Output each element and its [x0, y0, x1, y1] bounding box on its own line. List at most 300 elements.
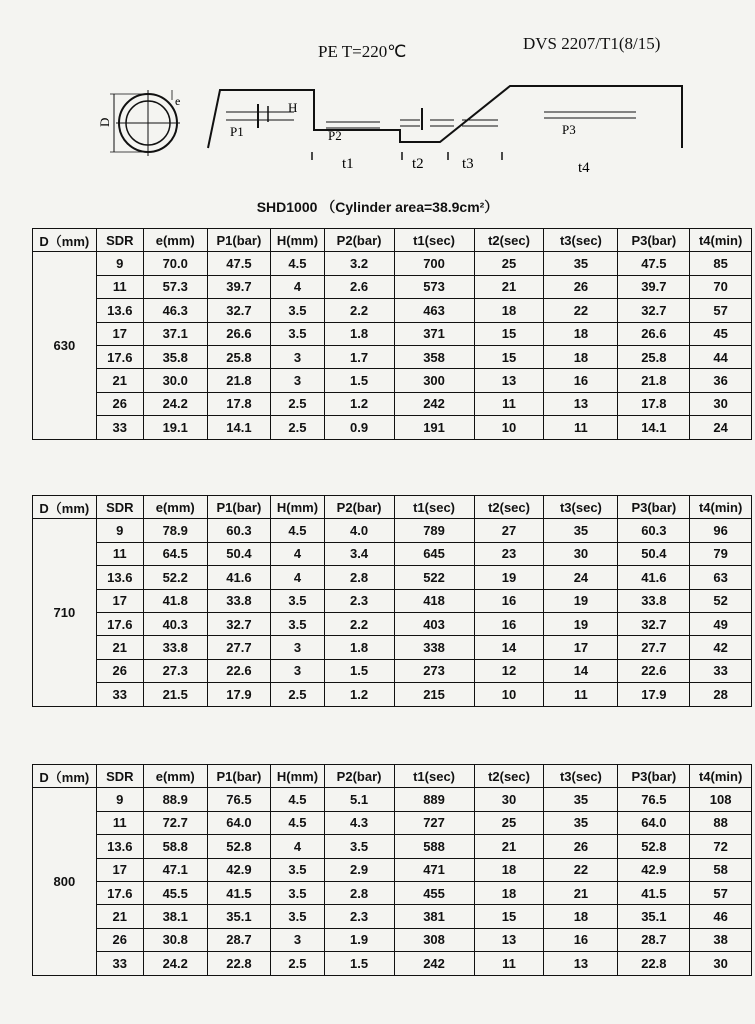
column-header: D（mm) [33, 229, 97, 252]
table-cell: 70.0 [143, 252, 207, 275]
table-cell: 21.8 [618, 369, 690, 392]
table-cell: 52.8 [618, 835, 690, 858]
table-cell: 9 [96, 519, 143, 542]
table-row [33, 519, 752, 542]
column-header: t1(sec) [394, 765, 474, 788]
table-cell: 26 [544, 835, 618, 858]
table-cell: 14 [474, 636, 544, 659]
table-cell: 52.2 [143, 566, 207, 589]
table-cell: 57.3 [143, 275, 207, 298]
table-cell: 19 [544, 612, 618, 635]
table-cell: 4.5 [271, 788, 324, 811]
table-cell: 22 [544, 299, 618, 322]
table-cell: 2.5 [271, 952, 324, 975]
table-cell: 3.2 [324, 252, 394, 275]
column-header: e(mm) [143, 765, 207, 788]
table-cell: 17.9 [618, 683, 690, 706]
table-cell: 0.9 [324, 416, 394, 439]
table-cell: 273 [394, 659, 474, 682]
table-cell: 58.8 [143, 835, 207, 858]
table-cell: 4.5 [271, 519, 324, 542]
table-cell: 39.7 [618, 275, 690, 298]
column-header: t3(sec) [544, 229, 618, 252]
table-row [33, 835, 752, 858]
table-cell: 18 [474, 881, 544, 904]
pipe-cross-section-icon [110, 90, 180, 156]
table-cell: 13.6 [96, 566, 143, 589]
table-cell: 11 [544, 683, 618, 706]
table-cell: 2.6 [324, 275, 394, 298]
table-cell: 3.5 [271, 905, 324, 928]
table-cell: 242 [394, 392, 474, 415]
table-cell: 2.2 [324, 299, 394, 322]
welding-cycle-diagram [90, 60, 700, 180]
table-row [33, 299, 752, 322]
table-cell: 13 [544, 952, 618, 975]
column-header: P2(bar) [324, 229, 394, 252]
column-header: t4(min) [690, 229, 752, 252]
table-row [33, 636, 752, 659]
table-cell: 2.3 [324, 589, 394, 612]
table-cell: 17.6 [96, 612, 143, 635]
table-cell: 19.1 [143, 416, 207, 439]
table-row [33, 858, 752, 881]
column-header: e(mm) [143, 229, 207, 252]
table-cell: 24.2 [143, 392, 207, 415]
table-row [33, 683, 752, 706]
table-cell: 27 [474, 519, 544, 542]
table-cell: 21.5 [143, 683, 207, 706]
table-cell: 25 [474, 252, 544, 275]
table-cell: 3.5 [271, 612, 324, 635]
table-cell: 3.5 [271, 881, 324, 904]
table-cell: 215 [394, 683, 474, 706]
table-cell: 17.6 [96, 881, 143, 904]
table-cell: 15 [474, 322, 544, 345]
table-cell: 471 [394, 858, 474, 881]
table-cell: 191 [394, 416, 474, 439]
table-cell: 18 [544, 345, 618, 368]
table-cell: 2.8 [324, 881, 394, 904]
table-cell: 76.5 [618, 788, 690, 811]
table-cell: 45 [690, 322, 752, 345]
table-row [33, 252, 752, 275]
table-cell: 26.6 [207, 322, 271, 345]
table-row [33, 345, 752, 368]
column-header: SDR [96, 496, 143, 519]
table-cell: 41.5 [207, 881, 271, 904]
table-cell: 17 [544, 636, 618, 659]
table-cell: 13 [474, 369, 544, 392]
table-cell: 30 [474, 788, 544, 811]
column-header: H(mm) [271, 765, 324, 788]
table-cell: 4.5 [271, 252, 324, 275]
table-cell: 1.8 [324, 322, 394, 345]
table-cell: 26 [96, 659, 143, 682]
table-row [33, 275, 752, 298]
table-cell: 308 [394, 928, 474, 951]
table-cell: 28.7 [207, 928, 271, 951]
table-cell: 18 [474, 299, 544, 322]
table-cell: 11 [474, 952, 544, 975]
column-header: t3(sec) [544, 765, 618, 788]
table-cell: 57 [690, 881, 752, 904]
table-cell: 11 [96, 275, 143, 298]
table-cell: 44 [690, 345, 752, 368]
table-cell: 588 [394, 835, 474, 858]
table-row [33, 928, 752, 951]
table-cell: 1.5 [324, 659, 394, 682]
table-cell: 17.8 [618, 392, 690, 415]
table-cell: 3 [271, 659, 324, 682]
table-cell: 47.1 [143, 858, 207, 881]
t2-symbol: t2 [412, 156, 424, 172]
table-cell: 1.5 [324, 952, 394, 975]
table-cell: 381 [394, 905, 474, 928]
table-cell: 4 [271, 542, 324, 565]
column-header: t2(sec) [474, 229, 544, 252]
column-header: P3(bar) [618, 496, 690, 519]
header-row [33, 229, 752, 252]
spec-table-d710 [32, 495, 752, 707]
table-row [33, 416, 752, 439]
wall-thickness-symbol: e [175, 94, 181, 108]
table-cell: 50.4 [207, 542, 271, 565]
table-cell: 35 [544, 811, 618, 834]
table-cell: 35 [544, 252, 618, 275]
table-cell: 24 [690, 416, 752, 439]
table-cell: 72.7 [143, 811, 207, 834]
table-row [33, 881, 752, 904]
table-cell: 2.8 [324, 566, 394, 589]
column-header: P2(bar) [324, 765, 394, 788]
table-row [33, 542, 752, 565]
table-cell: 3.5 [271, 299, 324, 322]
table-cell: 21 [544, 881, 618, 904]
table-cell: 64.0 [618, 811, 690, 834]
table-cell: 32.7 [207, 612, 271, 635]
table-cell: 3 [271, 636, 324, 659]
table-cell: 17.8 [207, 392, 271, 415]
table-cell: 10 [474, 683, 544, 706]
table-cell: 33 [96, 683, 143, 706]
diameter-symbol: D [97, 117, 112, 127]
table-cell: 58 [690, 858, 752, 881]
table-cell: 14.1 [207, 416, 271, 439]
table-cell: 21.8 [207, 369, 271, 392]
table-cell: 19 [544, 589, 618, 612]
table-cell: 49 [690, 612, 752, 635]
table-cell: 15 [474, 905, 544, 928]
p1-symbol: P1 [230, 124, 244, 139]
table-row [33, 612, 752, 635]
table-cell: 52 [690, 589, 752, 612]
table-cell: 70 [690, 275, 752, 298]
table-cell: 79 [690, 542, 752, 565]
material-temperature-label: PE T=220℃ [318, 42, 407, 61]
table-cell: 1.8 [324, 636, 394, 659]
table-cell: 41.8 [143, 589, 207, 612]
table-cell: 15 [474, 345, 544, 368]
table-cell: 17 [96, 589, 143, 612]
table-cell: 37.1 [143, 322, 207, 345]
table-cell: 17.6 [96, 345, 143, 368]
table-cell: 25 [474, 811, 544, 834]
table-cell: 27.7 [207, 636, 271, 659]
table-cell: 78.9 [143, 519, 207, 542]
table-cell: 35.1 [618, 905, 690, 928]
column-header: t2(sec) [474, 496, 544, 519]
table-cell: 3 [271, 345, 324, 368]
table-cell: 418 [394, 589, 474, 612]
table-cell: 36 [690, 369, 752, 392]
table-cell: 41.5 [618, 881, 690, 904]
table-cell: 9 [96, 252, 143, 275]
column-header: P1(bar) [207, 496, 271, 519]
table-cell: 52.8 [207, 835, 271, 858]
standard-reference-label: DVS 2207/T1(8/15) [523, 34, 661, 53]
t1-symbol: t1 [342, 156, 354, 172]
table-cell: 18 [544, 905, 618, 928]
table-cell: 17 [96, 858, 143, 881]
table-cell: 16 [544, 928, 618, 951]
table-cell: 463 [394, 299, 474, 322]
table-cell: 2.9 [324, 858, 394, 881]
table-row [33, 788, 752, 811]
table-cell: 22.8 [207, 952, 271, 975]
table-row [33, 811, 752, 834]
table-cell: 17 [96, 322, 143, 345]
column-header: P1(bar) [207, 229, 271, 252]
column-header: t4(min) [690, 765, 752, 788]
column-header: SDR [96, 229, 143, 252]
column-header: H(mm) [271, 229, 324, 252]
t4-symbol: t4 [578, 160, 590, 176]
header-row [33, 496, 752, 519]
table-cell: 1.9 [324, 928, 394, 951]
table-cell: 11 [96, 542, 143, 565]
table-cell: 60.3 [618, 519, 690, 542]
table-cell: 4 [271, 566, 324, 589]
h-symbol: H [288, 100, 298, 115]
table-cell: 30 [690, 392, 752, 415]
table-cell: 300 [394, 369, 474, 392]
table-cell: 22.6 [618, 659, 690, 682]
table-cell: 22.8 [618, 952, 690, 975]
table-cell: 22 [544, 858, 618, 881]
table-cell: 25.8 [207, 345, 271, 368]
diameter-cell: 710 [33, 519, 97, 706]
table-cell: 33 [96, 416, 143, 439]
table-cell: 1.5 [324, 369, 394, 392]
column-header: t1(sec) [394, 229, 474, 252]
table-cell: 30 [544, 542, 618, 565]
table-cell: 30.0 [143, 369, 207, 392]
table-cell: 3 [271, 928, 324, 951]
table-cell: 76.5 [207, 788, 271, 811]
table-cell: 727 [394, 811, 474, 834]
table-cell: 17.9 [207, 683, 271, 706]
table-cell: 338 [394, 636, 474, 659]
table-cell: 2.2 [324, 612, 394, 635]
table-cell: 32.7 [618, 299, 690, 322]
column-header: t3(sec) [544, 496, 618, 519]
table-cell: 41.6 [207, 566, 271, 589]
table-cell: 13.6 [96, 299, 143, 322]
table-cell: 96 [690, 519, 752, 542]
table-cell: 21 [474, 275, 544, 298]
table-cell: 88 [690, 811, 752, 834]
table-cell: 889 [394, 788, 474, 811]
table-cell: 21 [96, 905, 143, 928]
column-header: D（mm) [33, 765, 97, 788]
table-cell: 40.3 [143, 612, 207, 635]
pressure-time-profile [208, 86, 682, 160]
table-cell: 2.5 [271, 392, 324, 415]
table-row [33, 589, 752, 612]
table-cell: 21 [474, 835, 544, 858]
table-cell: 38.1 [143, 905, 207, 928]
table-cell: 42.9 [207, 858, 271, 881]
p3-symbol: P3 [562, 122, 576, 137]
table-cell: 22.6 [207, 659, 271, 682]
table-cell: 33.8 [207, 589, 271, 612]
column-header: t2(sec) [474, 765, 544, 788]
table-cell: 33.8 [618, 589, 690, 612]
table-row [33, 369, 752, 392]
diameter-cell: 800 [33, 788, 97, 975]
table-cell: 1.2 [324, 683, 394, 706]
table-cell: 4 [271, 275, 324, 298]
table-cell: 3.4 [324, 542, 394, 565]
table-cell: 72 [690, 835, 752, 858]
table-cell: 26 [544, 275, 618, 298]
table-cell: 12 [474, 659, 544, 682]
table-cell: 50.4 [618, 542, 690, 565]
table-cell: 42.9 [618, 858, 690, 881]
table-row [33, 322, 752, 345]
table-cell: 700 [394, 252, 474, 275]
table-cell: 16 [544, 369, 618, 392]
table-cell: 789 [394, 519, 474, 542]
table-cell: 4.3 [324, 811, 394, 834]
table-cell: 242 [394, 952, 474, 975]
table-cell: 41.6 [618, 566, 690, 589]
table-cell: 455 [394, 881, 474, 904]
diameter-cell: 630 [33, 252, 97, 439]
table-cell: 1.2 [324, 392, 394, 415]
column-header: e(mm) [143, 496, 207, 519]
column-header: D（mm) [33, 496, 97, 519]
table-cell: 42 [690, 636, 752, 659]
table-row [33, 952, 752, 975]
table-cell: 3.5 [271, 322, 324, 345]
table-cell: 85 [690, 252, 752, 275]
table-cell: 21 [96, 369, 143, 392]
table-cell: 3.5 [324, 835, 394, 858]
table-cell: 2.3 [324, 905, 394, 928]
table-cell: 2.5 [271, 683, 324, 706]
table-cell: 46.3 [143, 299, 207, 322]
table-cell: 32.7 [618, 612, 690, 635]
table-cell: 47.5 [618, 252, 690, 275]
table-cell: 10 [474, 416, 544, 439]
table-cell: 3.5 [271, 858, 324, 881]
table-cell: 35.1 [207, 905, 271, 928]
table-cell: 21 [96, 636, 143, 659]
table-cell: 13 [544, 392, 618, 415]
table-cell: 33.8 [143, 636, 207, 659]
table-cell: 403 [394, 612, 474, 635]
table-cell: 33 [96, 952, 143, 975]
table-cell: 45.5 [143, 881, 207, 904]
column-header: H(mm) [271, 496, 324, 519]
column-header: SDR [96, 765, 143, 788]
table-cell: 30 [690, 952, 752, 975]
table-cell: 19 [474, 566, 544, 589]
column-header: P1(bar) [207, 765, 271, 788]
machine-subtitle: SHD1000 （Cylinder area=38.9cm²） [256, 199, 499, 215]
table-cell: 88.9 [143, 788, 207, 811]
table-cell: 27.3 [143, 659, 207, 682]
table-cell: 3.5 [271, 589, 324, 612]
table-row [33, 659, 752, 682]
table-cell: 30.8 [143, 928, 207, 951]
table-row [33, 905, 752, 928]
table-cell: 26 [96, 928, 143, 951]
table-cell: 64.0 [207, 811, 271, 834]
table-cell: 24.2 [143, 952, 207, 975]
table-cell: 11 [544, 416, 618, 439]
table-cell: 5.1 [324, 788, 394, 811]
table-cell: 60.3 [207, 519, 271, 542]
spec-table-d630 [32, 228, 752, 440]
table-cell: 3 [271, 369, 324, 392]
table-cell: 63 [690, 566, 752, 589]
table-cell: 13 [474, 928, 544, 951]
column-header: t4(min) [690, 496, 752, 519]
table-cell: 25.8 [618, 345, 690, 368]
table-cell: 4.0 [324, 519, 394, 542]
column-header: P3(bar) [618, 765, 690, 788]
table-cell: 4.5 [271, 811, 324, 834]
table-cell: 33 [690, 659, 752, 682]
column-header: P3(bar) [618, 229, 690, 252]
table-cell: 1.7 [324, 345, 394, 368]
table-cell: 57 [690, 299, 752, 322]
table-cell: 28 [690, 683, 752, 706]
table-cell: 11 [474, 392, 544, 415]
column-header: t1(sec) [394, 496, 474, 519]
table-cell: 38 [690, 928, 752, 951]
table-cell: 11 [96, 811, 143, 834]
table-cell: 28.7 [618, 928, 690, 951]
table-cell: 23 [474, 542, 544, 565]
table-cell: 2.5 [271, 416, 324, 439]
table-cell: 573 [394, 275, 474, 298]
table-cell: 46 [690, 905, 752, 928]
table-cell: 16 [474, 612, 544, 635]
table-cell: 35 [544, 519, 618, 542]
table-row [33, 392, 752, 415]
table-cell: 35.8 [143, 345, 207, 368]
table-cell: 14 [544, 659, 618, 682]
table-cell: 16 [474, 589, 544, 612]
table-cell: 64.5 [143, 542, 207, 565]
table-cell: 4 [271, 835, 324, 858]
table-cell: 26 [96, 392, 143, 415]
table-cell: 27.7 [618, 636, 690, 659]
